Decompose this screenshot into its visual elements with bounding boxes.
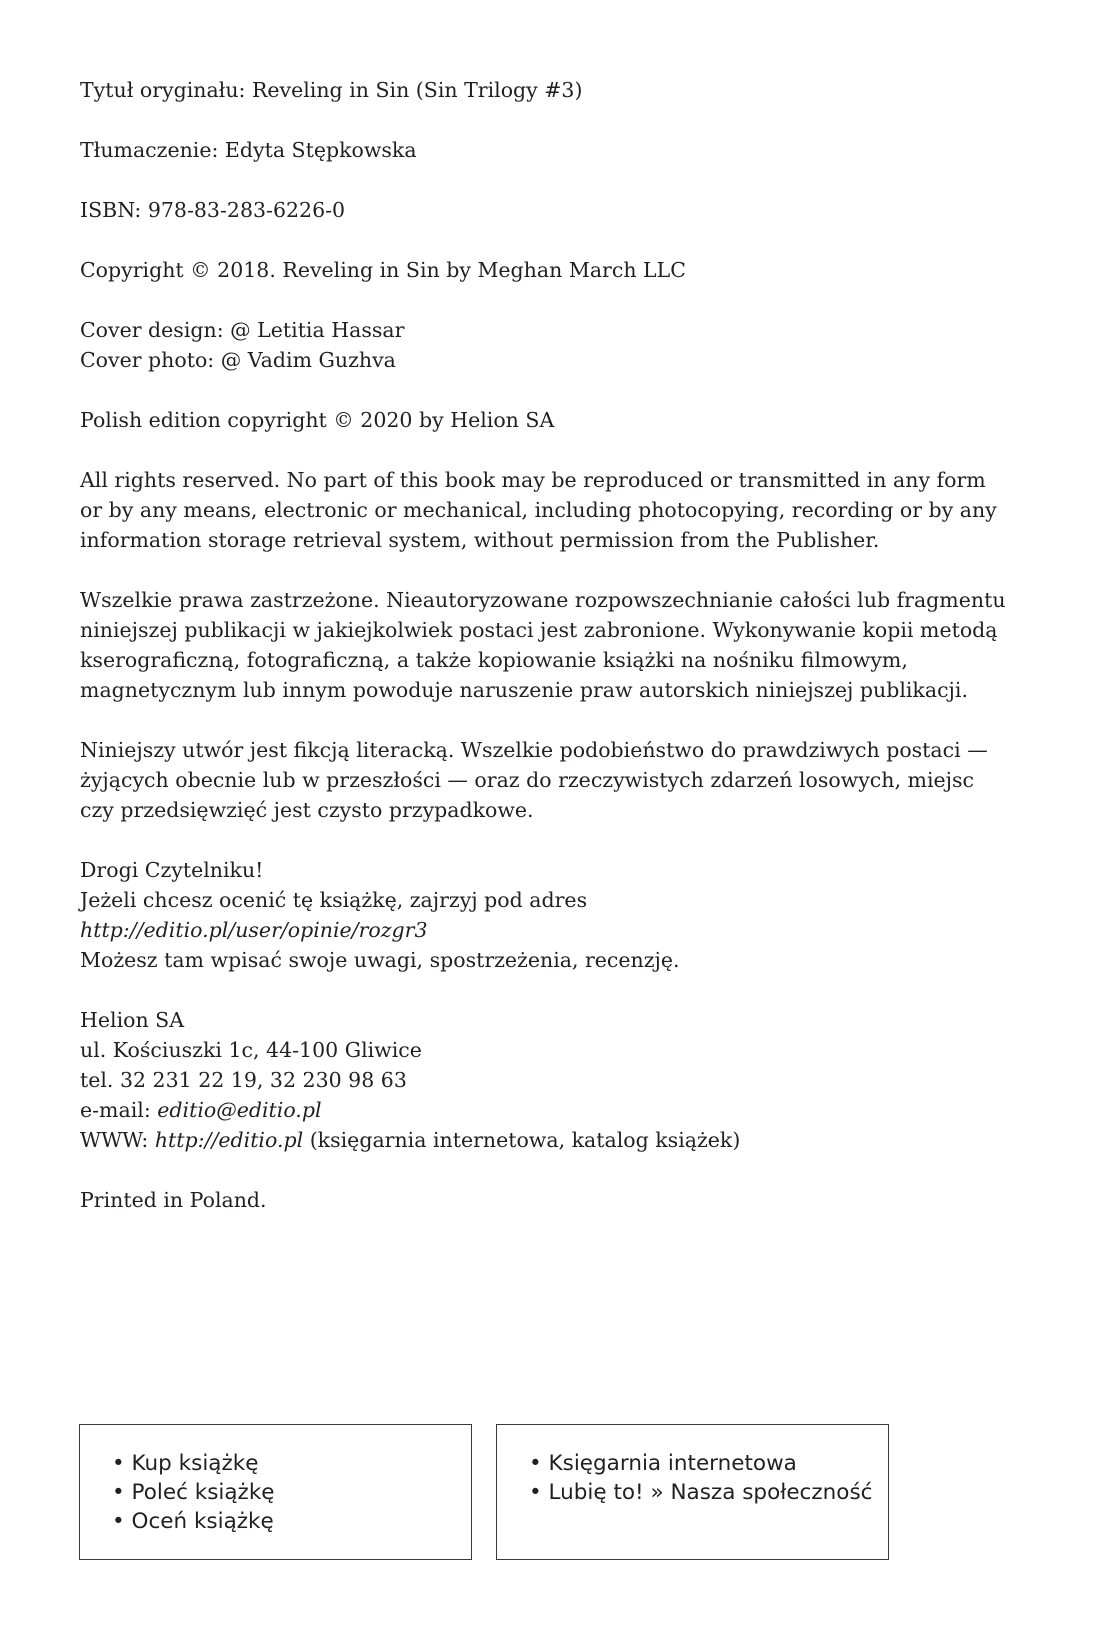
cover-credits — [80, 315, 1040, 375]
rate-intro: Jeżeli chcesz ocenić tę książkę, zajrzyj pod adres — [80, 888, 588, 912]
buy-book-link[interactable]: • Kup książkę — [112, 1449, 471, 1478]
rights-polish-line: niniejszej publikacji w jakiejkolwiek postaci jest zabronione. Wykonywanie kopii metodą — [80, 618, 998, 642]
www-link[interactable]: http://editio.pl — [154, 1128, 304, 1152]
rate-book-link[interactable]: • Oceń książkę — [112, 1507, 471, 1536]
rights-english-line: or by any means, electronic or mechanical, including photocopying, recording or by any — [80, 498, 997, 522]
publisher-name: Helion SA — [80, 1008, 185, 1032]
book-actions-box — [79, 1424, 472, 1560]
rights-english-line: information storage retrieval system, without permission from the Publisher. — [80, 528, 880, 552]
publisher-phone: tel. 32 231 22 19, 32 230 98 63 — [80, 1068, 407, 1092]
fiction-notice — [80, 735, 1040, 825]
rights-english-line: All rights reserved. No part of this book may be reproduced or transmitted in any form — [80, 468, 986, 492]
email-link[interactable]: editio@editio.pl — [157, 1098, 322, 1122]
rights-polish — [80, 585, 1040, 705]
reader-note — [80, 855, 1040, 975]
rights-polish-line: kserograficzną, fotograficzną, a także kopiowanie książki na nośniku filmowym, — [80, 648, 908, 672]
recommend-book-link[interactable]: • Poleć książkę — [112, 1478, 471, 1507]
polish-copyright: Polish edition copyright © 2020 by Helion SA — [80, 408, 555, 432]
rate-outro: Możesz tam wpisać swoje uwagi, spostrzeżenia, recenzję. — [80, 948, 680, 972]
copyright-line: Copyright © 2018. Reveling in Sin by Meghan March LLC — [80, 258, 686, 282]
online-bookstore-link[interactable]: • Księgarnia internetowa — [529, 1449, 888, 1478]
email-label: e-mail: — [80, 1098, 158, 1122]
www-note: (księgarnia internetowa, katalog książek) — [303, 1128, 741, 1152]
rights-polish-line: Wszelkie prawa zastrzeżone. Nieautoryzowane rozpowszechnianie całości lub fragmentu — [80, 588, 1006, 612]
cover-design-credit: Cover design: @ Letitia Hassar — [80, 318, 405, 342]
colophon — [80, 75, 1040, 1245]
reader-greeting: Drogi Czytelniku! — [80, 858, 264, 882]
store-links-box — [496, 1424, 889, 1560]
cover-photo-credit: Cover photo: @ Vadim Guzhva — [80, 348, 396, 372]
rate-url-link[interactable]: http://editio.pl/user/opinie/rozgr3 — [80, 918, 428, 942]
fiction-notice-line: Niniejszy utwór jest fikcją literacką. Wszelkie podobieństwo do prawdziwych postaci — — [80, 738, 988, 762]
fiction-notice-line: czy przedsięwzięć jest czysto przypadkowe. — [80, 798, 534, 822]
original-title: Tytuł oryginału: Reveling in Sin (Sin Trilogy #3) — [80, 78, 583, 102]
publisher-address: ul. Kościuszki 1c, 44-100 Gliwice — [80, 1038, 422, 1062]
rights-english — [80, 465, 1040, 555]
publisher-info — [80, 1005, 1040, 1155]
translation-credit: Tłumaczenie: Edyta Stępkowska — [80, 138, 417, 162]
rights-polish-line: magnetycznym lub innym powoduje naruszenie praw autorskich niniejszej publikacji. — [80, 678, 968, 702]
isbn: ISBN: 978-83-283-6226-0 — [80, 198, 346, 222]
community-link[interactable]: • Lubię to! » Nasza społeczność — [529, 1478, 888, 1507]
fiction-notice-line: żyjących obecnie lub w przeszłości — oraz do rzeczywistych zdarzeń losowych, miejsc — [80, 768, 975, 792]
www-label: WWW: — [80, 1128, 155, 1152]
printed-in: Printed in Poland. — [80, 1188, 267, 1212]
